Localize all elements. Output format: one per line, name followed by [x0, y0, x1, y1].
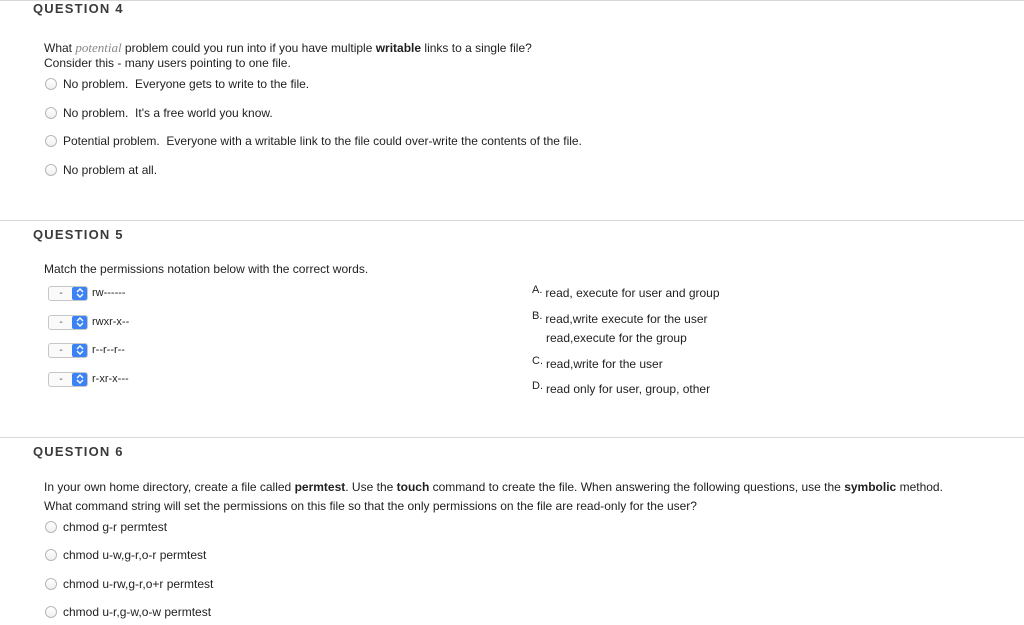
prompt-text: problem could you run into if you have multiple	[121, 41, 376, 55]
answer-text: read,write execute for the user	[545, 312, 708, 326]
radio-button[interactable]	[45, 549, 57, 561]
radio-button[interactable]	[45, 521, 57, 533]
q6-option-4[interactable]	[45, 604, 211, 620]
top-divider	[0, 0, 1024, 1]
question-4-prompt	[44, 40, 532, 71]
answer-letter: D.	[532, 380, 543, 392]
q6-option-3[interactable]	[45, 576, 213, 592]
select-value: -	[59, 287, 63, 299]
prompt-bold: symbolic	[844, 480, 897, 494]
option-label: No problem. Everyone gets to write to the file.	[63, 77, 310, 91]
q4-option-4[interactable]	[45, 162, 157, 178]
q4-option-2[interactable]	[45, 105, 273, 121]
match-select-3[interactable]	[48, 342, 125, 358]
permission-notation: r-xr-x---	[92, 373, 129, 385]
select-box[interactable]	[48, 343, 88, 358]
q6-option-2[interactable]	[45, 547, 206, 563]
question-divider	[0, 220, 1024, 221]
prompt-bold: permtest	[294, 480, 346, 494]
updown-chevron-icon	[72, 373, 87, 386]
answer-d	[532, 382, 710, 396]
prompt-text: What	[44, 41, 76, 55]
permission-notation: rw------	[92, 287, 126, 299]
match-select-1[interactable]	[48, 285, 126, 301]
select-value: -	[59, 316, 63, 328]
question-6-prompt	[44, 478, 943, 516]
radio-button[interactable]	[45, 578, 57, 590]
select-box[interactable]	[48, 286, 88, 301]
option-label: chmod u-w,g-r,o-r permtest	[63, 548, 207, 562]
updown-chevron-icon	[72, 316, 87, 329]
option-label: chmod u-rw,g-r,o+r permtest	[63, 577, 214, 591]
answer-text: read,write for the user	[546, 357, 663, 371]
updown-chevron-icon	[72, 287, 87, 300]
question-divider	[0, 437, 1024, 438]
answer-text: read only for user, group, other	[546, 382, 711, 396]
question-6-title: QUESTION 6	[33, 444, 124, 459]
radio-button[interactable]	[45, 606, 57, 618]
select-box[interactable]	[48, 315, 88, 330]
question-5-prompt: Match the permissions notation below with the correct words.	[44, 262, 369, 276]
answer-text: read, execute for user and group	[545, 286, 720, 300]
select-box[interactable]	[48, 372, 88, 387]
answer-letter: C.	[532, 355, 543, 367]
answer-a	[532, 286, 720, 300]
permission-notation: r--r--r--	[92, 344, 125, 356]
option-label: No problem. It's a free world you know.	[63, 106, 273, 120]
question-4-title: QUESTION 4	[33, 1, 124, 16]
answer-b-line-2: read,execute for the group	[546, 331, 687, 345]
radio-button[interactable]	[45, 135, 57, 147]
radio-button[interactable]	[45, 107, 57, 119]
prompt-text: . Use the	[345, 480, 397, 494]
match-select-2[interactable]	[48, 314, 129, 330]
prompt-text: links to a single file?	[421, 41, 532, 55]
prompt-bold: writable	[375, 41, 422, 55]
prompt-text: method.	[896, 480, 943, 494]
radio-button[interactable]	[45, 164, 57, 176]
answer-c	[532, 357, 663, 371]
prompt-line-2: Consider this - many users pointing to one file.	[44, 56, 291, 70]
q6-option-1[interactable]	[45, 519, 167, 535]
option-label: No problem at all.	[63, 163, 158, 177]
q4-option-1[interactable]	[45, 76, 309, 92]
option-label: chmod u-r,g-w,o-w permtest	[63, 605, 212, 619]
permission-notation: rwxr-x--	[92, 316, 130, 328]
answer-letter: A.	[532, 284, 543, 296]
radio-button[interactable]	[45, 78, 57, 90]
match-select-4[interactable]	[48, 371, 129, 387]
q4-option-3[interactable]	[45, 133, 582, 149]
question-5-title: QUESTION 5	[33, 227, 124, 242]
prompt-emphasis: potential	[75, 40, 122, 55]
option-label: chmod g-r permtest	[63, 520, 168, 534]
prompt-line-2: What command string will set the permissions on this file so that the only permissions on the file are read-only for the user?	[44, 499, 697, 513]
select-value: -	[59, 344, 63, 356]
prompt-text: command to create the file. When answering the following questions, use the	[429, 480, 845, 494]
option-label: Potential problem. Everyone with a writable link to the file could over-write the contents of the file.	[63, 134, 582, 148]
prompt-text: In your own home directory, create a file called	[44, 480, 295, 494]
prompt-bold: touch	[396, 480, 430, 494]
answer-b	[532, 312, 708, 326]
answer-letter: B.	[532, 310, 543, 322]
select-value: -	[59, 373, 63, 385]
updown-chevron-icon	[72, 344, 87, 357]
